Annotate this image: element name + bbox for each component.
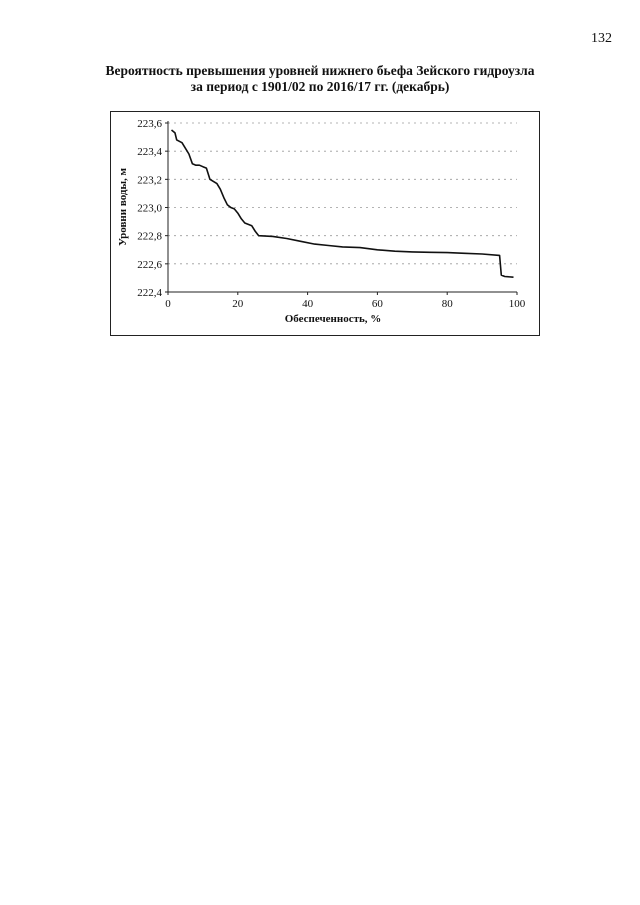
chart-title-line-1: Вероятность превышения уровней нижнего бьефа Зейского гидроузла bbox=[105, 63, 535, 78]
y-tick-label-6: 222,4 bbox=[137, 287, 162, 299]
y-tick-label-4: 222,8 bbox=[137, 230, 162, 243]
x-tick-label-1: 20 bbox=[232, 298, 244, 310]
x-axis-label: Обеспеченность, % bbox=[284, 313, 382, 325]
x-tick-label-2: 40 bbox=[302, 298, 314, 310]
x-ticks bbox=[165, 292, 526, 310]
x-tick-label-3: 60 bbox=[371, 298, 383, 310]
chart-svg bbox=[111, 112, 539, 335]
x-tick-label-4: 80 bbox=[441, 298, 453, 310]
y-tick-label-2: 223,2 bbox=[137, 174, 162, 187]
axes bbox=[168, 121, 517, 292]
page-number: 132 bbox=[591, 31, 612, 46]
grid bbox=[168, 123, 517, 264]
series-line-0 bbox=[172, 130, 514, 277]
y-tick-label-0: 223,6 bbox=[137, 118, 162, 130]
chart-title-line-2: за период с 1901/02 по 2016/17 гг. (декабрь) bbox=[190, 79, 450, 94]
y-axis-label: Уровни воды, м bbox=[117, 167, 129, 247]
y-ticks bbox=[137, 118, 168, 299]
chart-title bbox=[0, 63, 640, 95]
y-tick-label-1: 223,4 bbox=[137, 146, 162, 159]
series bbox=[172, 130, 514, 277]
y-tick-label-5: 222,6 bbox=[137, 258, 162, 271]
y-tick-label-3: 223,0 bbox=[137, 202, 162, 215]
x-tick-label-5: 100 bbox=[508, 298, 526, 310]
x-tick-label-0: 0 bbox=[165, 298, 171, 310]
chart-frame bbox=[110, 111, 540, 336]
